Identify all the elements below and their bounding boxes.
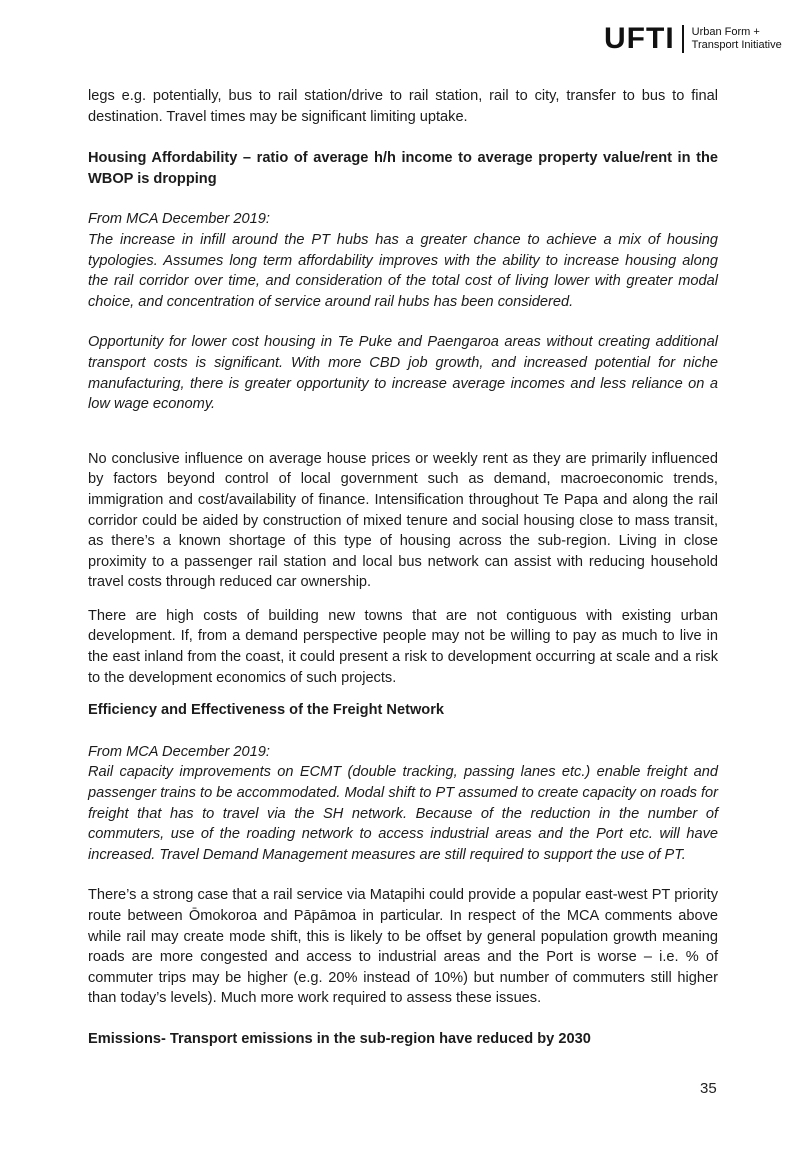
logo-line-2: Transport Initiative bbox=[691, 39, 782, 51]
mca-source-label: From MCA December 2019: bbox=[88, 211, 270, 228]
heading-emissions: Emissions- Transport emissions in the sub-region have reduced by 2030 bbox=[88, 1030, 591, 1047]
logo-tagline bbox=[692, 26, 782, 52]
mca-freight-quote: Rail capacity improvements on ECMT (double tracking, passing lanes etc.) enable freight and passenger trains to be accommodated. Modal shift to PT assumed to create capacity on roads for freight that has to travel via the SH network. Because of the reduction in the number of commuters, use of the roading network to access industrial areas and the Port etc. will have increased. Travel Demand Management measures are still required to support the use of PT. bbox=[88, 764, 718, 863]
logo-divider bbox=[682, 25, 684, 53]
continued-paragraph: legs e.g. potentially, bus to rail station/drive to rail station, rail to city, transfer to bus to final destination. Travel times may be significant limiting uptake. bbox=[88, 88, 718, 125]
mca-housing-quote-1: The increase in infill around the PT hubs has a greater chance to achieve a mix of housing typologies. Assumes long term affordability improves with the ability to increase housing along the rail corridor over time, and consideration of the total cost of living lower with greater modal choice, and concentration of service around rail hubs has been considered. bbox=[88, 231, 718, 310]
mca-housing-quote-2: Opportunity for lower cost housing in Te Puke and Paengaroa areas without creating additional transport costs is significant. With more CBD job growth, and increased potential for niche manufacturing, there is greater opportunity to increase average incomes and less reliance on a low wage economy. bbox=[88, 334, 718, 413]
page-number: 35 bbox=[700, 1080, 717, 1097]
heading-freight-network: Efficiency and Effectiveness of the Freight Network bbox=[88, 702, 445, 719]
heading-housing-affordability: Housing Affordability – ratio of average h/h income to average property value/rent in the WBOP is dropping bbox=[88, 150, 718, 187]
ufti-logo bbox=[604, 24, 782, 54]
logo-line-1: Urban Form + bbox=[691, 26, 760, 38]
mca-source-label: From MCA December 2019: bbox=[88, 743, 270, 760]
housing-paragraph-2: There are high costs of building new towns that are not contiguous with existing urban development. If, from a demand perspective people may not be willing to pay as much to live in the east inland from the coast, it could present a risk to development occurring at scale and a risk to the development economics of such projects. bbox=[88, 607, 718, 686]
freight-paragraph: There’s a strong case that a rail service via Matapihi could provide a popular east-west PT priority route between Ōmokoroa and Pāpāmoa in particular. In respect of the MCA comments above while rail may create mode shift, this is likely to be offset by general population growth meaning roads are more congested and access to industrial areas and the Port is worse – i.e. % of commuter trips may be higher (e.g. 20% instead of 10%) but number of commuters still higher than today’s levels). Much more work required to assess these issues. bbox=[88, 887, 718, 1007]
housing-paragraph-1: No conclusive influence on average house prices or weekly rent as they are primarily influenced by factors beyond control of local government such as demand, macroeconomic trends, immigration and cost/availability of finance. Intensification throughout Te Papa and along the rail corridor could be aided by construction of mixed tenure and social housing close to mass transit, as there’s a known shortage of this type of housing across the sub-region. Living in close proximity to a passenger rail station and local bus network can assist with reducing household travel costs through reduced car ownership. bbox=[88, 450, 718, 591]
logo-mark: UFTI bbox=[604, 22, 675, 55]
page-body bbox=[88, 86, 718, 1050]
